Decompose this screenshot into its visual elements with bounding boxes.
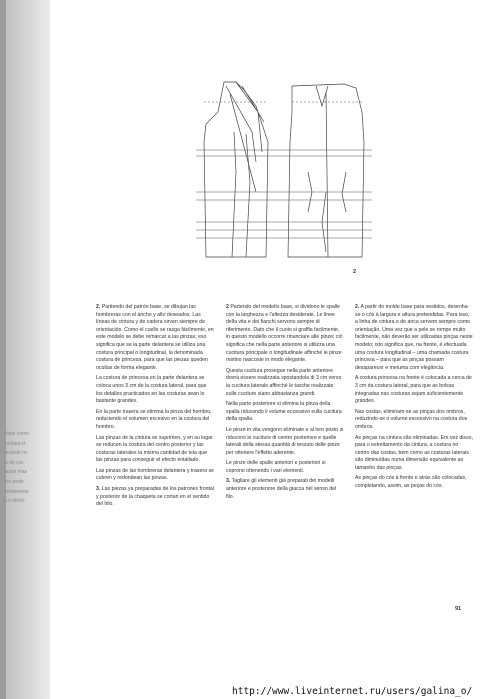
paragraph <box>96 486 214 509</box>
paragraph-text: Questa cucitura prosegue nella parte anteriore dovrà essere realizzata spostandola di 3 cm verso la cucitura laterale affinché le tasche realizzate sulle cuciture siano abbastanza grandi. <box>226 367 342 397</box>
paragraph-text: Las pinzas de las hombreras delantera y trasera se cubren y redondean las pinzas. <box>96 467 214 482</box>
left-page-line: clitas como <box>4 431 30 437</box>
paragraph-text: As pinças na cintura são eliminadas. Em vez disso, para o estreitamento da cintura, a costura no centro das costas, bem como as costuras laterais são diminuídas numa dimensão equivalente ao tamanho das pinças. <box>355 434 473 471</box>
paragraph <box>96 468 214 483</box>
paragraph-text: Nas costas, eliminam-se as pinças dos ombros, reduzindo-se o volume excessivo na costura dos ombros. <box>355 408 468 430</box>
watermark-url: http://www.liveinternet.ru/users/galina_o/ <box>232 686 473 697</box>
left-page-shadow <box>0 0 50 699</box>
page-number: 91 <box>455 606 462 612</box>
paragraph-text: Las pinzas de la cintura se suprimen, y en su lugar se reducen la costura del centro posterior y las costuras laterales la misma cantidad de tela que las pinzas para conseguir el efecto entallado. <box>96 434 213 464</box>
paragraph-text: En la parte trasera se elimina la pinza del hombro, reduciendo el volumen excesivo en la costura del hombro. <box>96 408 212 430</box>
paragraph-text: A partir do molde base para vestidos, desenha-se o cós à largura e altura pretendidas. Para isso, a linha de cintura e de anca servem sempre como orientação. Uma vez que a pele se rompe muito facilmente, não deverão ser utilizadas pinças neste modelo; isto significa que, na frente, é efectuada uma costura longitudinal – uma chamada costura princesa – para que as pinças possam desaparecer e meiuma com elegância. <box>355 304 473 371</box>
paragraph <box>355 304 473 372</box>
paragraph-text: Tagliare gli elementi già preparati dei modelli anteriore e posteriore della giacca nel senso del filo. <box>226 478 337 500</box>
paragraph-text: Le pinze in vita vengono eliminate e al loro posto si riducono le cuciture di centro posteriore e quelle laterali della stessa quantità di tessuto delle pinze per ottenere l'effetto aderente. <box>226 426 344 456</box>
paragraph <box>96 304 214 372</box>
left-page-line: antalmente <box>4 488 29 495</box>
paragraph-text: As pinças do cós à frente e atrás são colocadas, completando, assim, as peças do cós. <box>355 475 467 490</box>
front-lapel-lines <box>226 82 264 192</box>
paragraph-text: Partiendo del patrón base, se dibujan las hombreras con el ancho y alto deseados. Las líneas de cintura y de cadera sirven siempre de orientación. Como el cuello se rasga fácilmente, en este modelo se debe remarcar a las pinzas; eso significa que se la parte delantera se utiliza una costura principal o longitudinal, la denominada costura de princesa, para que las piezas queden ocultas de forma elegante. <box>96 304 214 371</box>
step-number: 3. <box>96 486 101 493</box>
left-page-line: a o efeito <box>4 498 25 505</box>
figure-number: 2 <box>353 269 357 275</box>
paragraph <box>226 427 344 457</box>
paragraph-text: Las piezas ya preparadas de los patrones frontal y posterior de la chaqueta se cortan en el sentido del hilo. <box>96 486 214 508</box>
paragraph-text: A costura princesa na frente é colocada a cerca de 3 cm da costura lateral, para que as bolsas integradas nas costuras sejam suficientemente grandes. <box>355 375 472 405</box>
text-column-spanish <box>96 304 214 512</box>
paragraph-text: La costura de princesa en la parte delantera se coloca unos 3 cm de la costura lateral, para que los detalles practicados en las costuras sean lo bastante grandes. <box>96 375 207 405</box>
page-binding-edge <box>0 0 6 699</box>
paragraph-text: Partendo del modello base, si dividono le spalle con la larghezza e l'altezza desiderate. Le linee della vita e dei fianchi servono sempre di riferimento. Dato che il cuoio si graffia facilmente, in questo modello occorre rinunciare alle pinze; ciò significa che nella parte anteriore si utilizza una cucitura principale o longitudinale affinché le pinze restino nascoste in modo elegante. <box>226 304 343 364</box>
left-page-line: ere pode <box>4 478 24 485</box>
horizontal-guide-lines <box>196 150 372 238</box>
back-center-seam <box>326 92 328 257</box>
paragraph <box>355 375 473 405</box>
text-column-portuguese <box>355 304 473 494</box>
step-number: 3. <box>226 478 231 485</box>
paragraph <box>96 375 214 405</box>
paragraph <box>355 409 473 432</box>
text-column-italian <box>226 304 344 504</box>
step-number: 2. <box>355 304 360 310</box>
left-page-text <box>4 430 48 507</box>
paragraph-text: Le pinze delle spalle anteriori e posteriori si coprono ottenendo i vari elementi. <box>226 460 326 474</box>
paragraph <box>96 435 214 465</box>
paragraph <box>355 475 473 490</box>
paragraph <box>226 460 344 475</box>
step-number: 2. <box>96 304 101 310</box>
paragraph <box>355 435 473 473</box>
paragraph-text: Nella parte posteriore si elimina la pinza della spalla riducendo il volume eccessivo sulla cucitura della spalla. <box>226 401 342 423</box>
left-page-line: rases mas <box>4 469 28 476</box>
paragraph <box>226 304 344 365</box>
step-number: 2 <box>226 304 229 310</box>
paragraph <box>96 409 214 432</box>
paragraph <box>226 401 344 424</box>
left-page-line: contura d- <box>4 440 27 447</box>
left-page-line: ia do cor- <box>4 459 25 466</box>
paragraph <box>226 368 344 398</box>
sewing-pattern-drawing <box>196 72 372 272</box>
left-page-line: resante no <box>4 450 28 457</box>
paragraph <box>226 478 344 501</box>
